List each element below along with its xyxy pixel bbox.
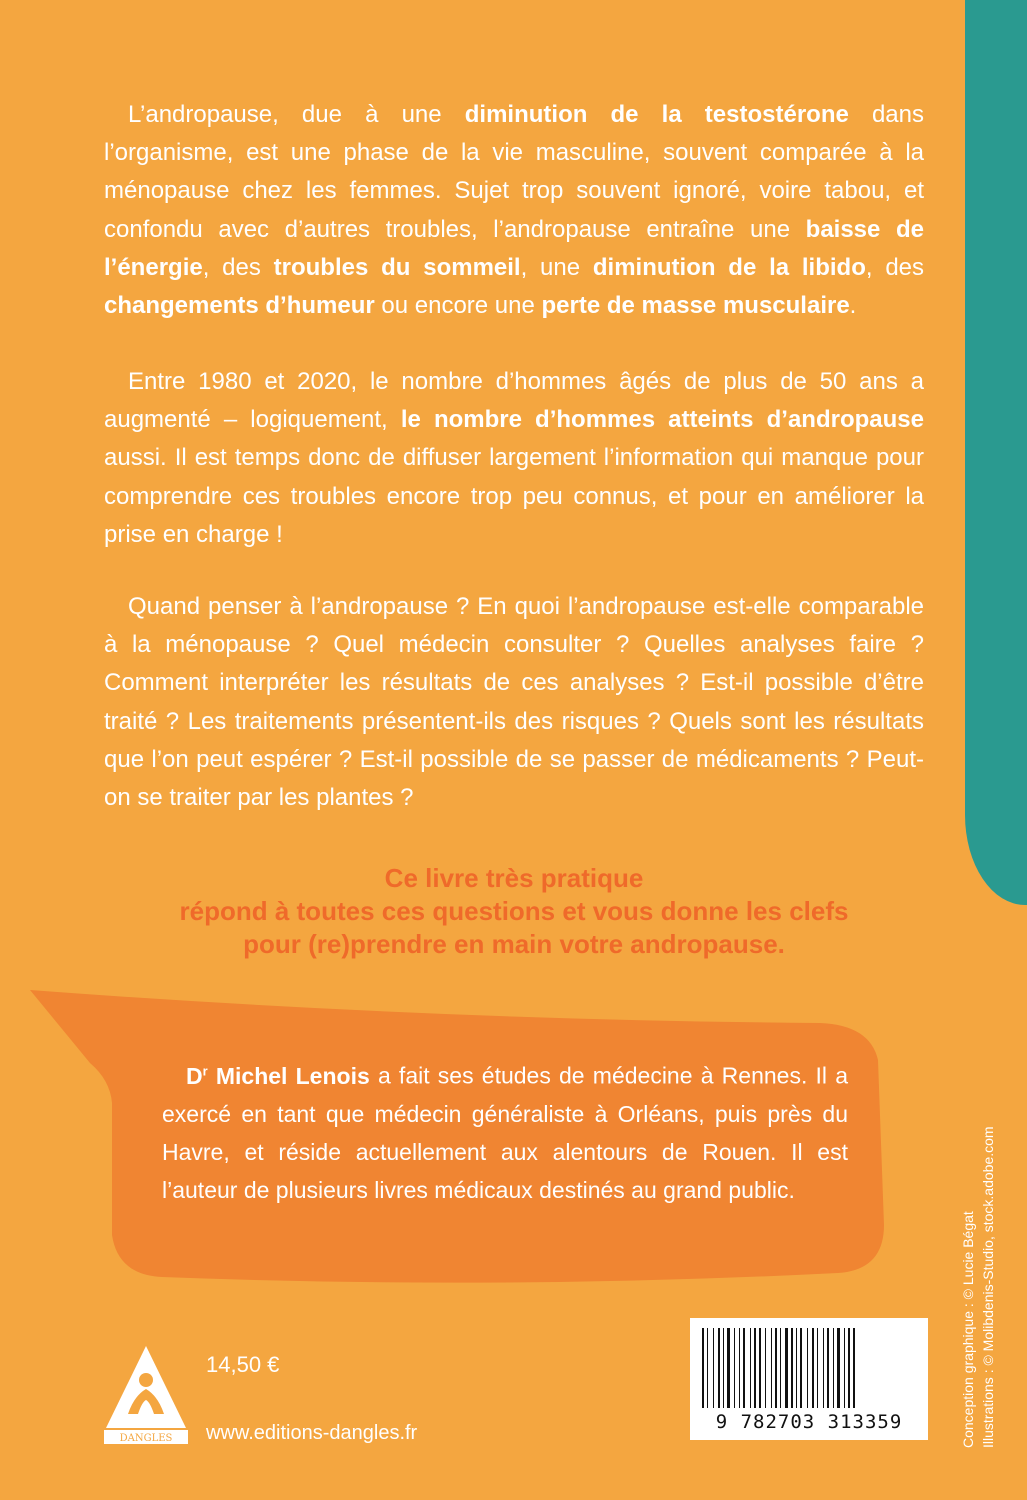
barcode-bar <box>771 1328 772 1408</box>
barcode-bar <box>743 1328 745 1408</box>
barcode-bar <box>739 1328 740 1408</box>
tagline-line-1: Ce livre très pratique <box>384 863 644 893</box>
price: 14,50 € <box>206 1352 280 1377</box>
design-credit: Conception graphique : © Lucie Bégat <box>960 1211 976 1448</box>
barcode-bar <box>827 1328 829 1408</box>
barcode-bar <box>734 1328 735 1408</box>
logo-text: DANGLES <box>119 1433 173 1444</box>
illustration-credit: Illustrations : © Molibdenis-Studio, stock.adobe.com <box>980 1126 996 1448</box>
barcode-bar <box>718 1328 720 1408</box>
barcode-bar <box>853 1328 855 1408</box>
barcode <box>690 1318 928 1440</box>
barcode-bars <box>700 1328 918 1410</box>
barcode-bar <box>807 1328 808 1408</box>
credits-vertical <box>958 1028 998 1448</box>
barcode-bar <box>765 1328 766 1408</box>
tagline-line-2: répond à toutes ces questions et vous donne les clefs <box>179 896 849 926</box>
questions-paragraph: Quand penser à l’andropause ? En quoi l’andropause est-elle comparable à la ménopause ? Quel médecin consulter ? Quelles analyses faire ? Comment interpréter les résultats de ces analyses ? Est-il possible d’être traité ? Les traitements présentent-ils des risques ? Quels sont les résultats que l’on peut espérer ? Est-il possible de se passer de médicaments ? Peut-on se traiter par les plantes ? <box>104 593 924 812</box>
barcode-bar <box>713 1328 714 1408</box>
barcode-bar <box>844 1328 845 1408</box>
description-paragraph-2: Entre 1980 et 2020, le nombre d’hommes âgés de plus de 50 ans a augmenté – logiquement, le nombre d’hommes atteints d’andropause aussi. Il est temps donc de diffuser largement l’information qui manque pour comprendre ces troubles encore trop peu connus, et pour en améliorer la prise en charge ! <box>104 368 924 548</box>
barcode-bar <box>723 1328 724 1408</box>
publisher-logo <box>104 1344 188 1444</box>
publisher-website: www.editions-dangles.fr <box>206 1422 418 1444</box>
barcode-bar <box>707 1328 708 1408</box>
description-paragraph-1: L’andropause, due à une diminution de la testostérone dans l’organisme, est une phase de la vie masculine, souvent comparée à la ménopause chez les femmes. Sujet trop souvent ignoré, voire tabou, et confondu avec d’autres troubles, l’andropause entraîne une baisse de l’énergie, des troubles du sommeil, une diminution de la libido, des changements d’humeur ou encore une perte de masse musculaire. <box>104 101 925 320</box>
barcode-bar <box>796 1328 797 1408</box>
barcode-bar <box>702 1328 704 1408</box>
author-bio: $D^r$ Michel Lenois a fait ses études de médecine à Rennes. Il a exercé en tant que médecin généraliste à Orléans, puis près du Havre, et réside actuellement aux alentours de Rouen. Il est l’auteur de plusieurs livres médicaux destinés au grand public. <box>162 1062 849 1203</box>
barcode-bar <box>780 1328 781 1408</box>
barcode-bar <box>775 1328 777 1408</box>
barcode-bar <box>800 1328 802 1408</box>
barcode-bar <box>848 1328 850 1408</box>
isbn-number: 9 782703 313359 <box>715 1411 903 1433</box>
tagline-line-3: pour (re)prendre en main votre andropause. <box>243 929 785 959</box>
tagline <box>104 862 924 961</box>
barcode-bar <box>837 1328 840 1408</box>
barcode-bar <box>817 1328 818 1408</box>
barcode-bar <box>812 1328 814 1408</box>
teal-side-band <box>965 0 1027 905</box>
barcode-bar <box>791 1328 793 1408</box>
barcode-bar <box>727 1328 730 1408</box>
barcode-bar <box>754 1328 756 1408</box>
barcode-bar <box>823 1328 824 1408</box>
barcode-bar <box>759 1328 761 1408</box>
barcode-bar <box>833 1328 834 1408</box>
barcode-bar <box>750 1328 751 1408</box>
barcode-bar <box>785 1328 788 1408</box>
